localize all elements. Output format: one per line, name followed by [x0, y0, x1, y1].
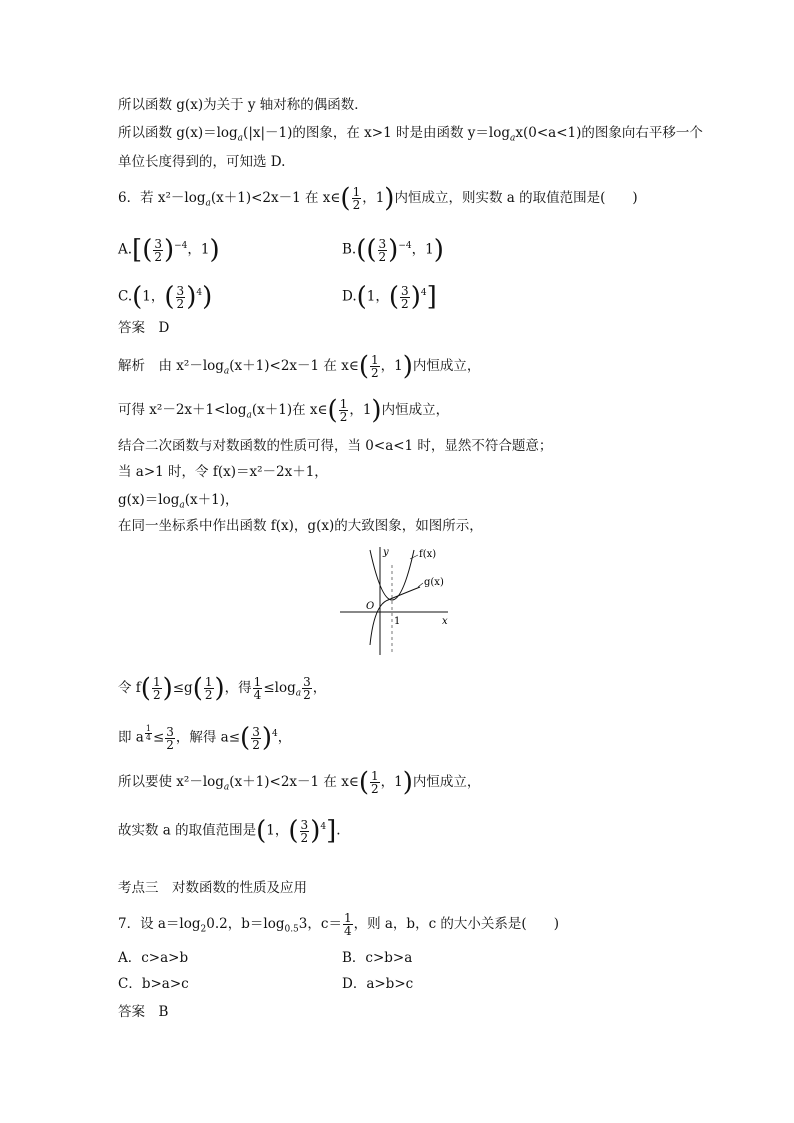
- solution-line: 即 a $^{\frac{1}{4}}$ ≤ $\frac{3}{2}$ ，解得 a≤( $\frac{3}{2}$ )$^4$，: [118, 723, 292, 753]
- fraction: [339, 398, 349, 423]
- den: 4: [253, 688, 262, 702]
- num: 3: [378, 236, 387, 251]
- f-label-leader: [410, 555, 418, 559]
- label: A.: [118, 241, 133, 258]
- fraction: [370, 354, 380, 379]
- label: D.: [342, 288, 357, 305]
- solution-line: 可得 $x^2-2x+1<\log_a(x+1)$在 x∈( $\frac{1}{2}$ ，1)内恒成立，: [118, 395, 450, 426]
- text: (x＋1)<2x－1 在 x∈: [229, 774, 359, 790]
- text: 7．设 a＝log: [118, 916, 201, 932]
- text: 3，c＝: [298, 916, 342, 932]
- fraction: [251, 726, 261, 751]
- option-b: B.(( $\frac{3}{2}$ )$^{-4}$，1): [342, 235, 444, 265]
- num: 3: [401, 283, 409, 298]
- sub: a: [295, 688, 302, 699]
- paren: ): [384, 183, 395, 214]
- question-7: [118, 912, 559, 940]
- paren: ): [261, 723, 272, 753]
- text: 6．若 x²－log: [118, 190, 206, 206]
- paren: ]: [426, 282, 437, 312]
- num: 1: [253, 675, 262, 689]
- fraction: [153, 238, 163, 263]
- text-line: 所以函数 g(x)为关于 y 轴对称的偶函数．: [118, 97, 368, 113]
- text: ≤g: [172, 680, 193, 696]
- paren: ): [202, 282, 213, 312]
- text: ≤log: [263, 680, 296, 696]
- text: 即 a: [118, 729, 144, 746]
- x-axis-label: x: [442, 616, 448, 627]
- text: 内恒成立，: [381, 402, 450, 418]
- text-line: [118, 123, 703, 149]
- option-c: C.(1，( $\frac{3}{2}$ )$^4$): [118, 282, 213, 312]
- num: 3: [176, 283, 185, 298]
- den: 4: [343, 924, 352, 938]
- den: 4: [145, 733, 151, 742]
- text: 1: [394, 358, 403, 374]
- text: 令 f: [118, 680, 141, 696]
- text: 可得 x²－2x＋1<log: [118, 402, 247, 418]
- den: 2: [152, 688, 161, 702]
- sub: a: [509, 133, 516, 144]
- sub: a: [205, 198, 211, 209]
- label: B.: [342, 241, 357, 258]
- text: (x＋1)<2x－1 在 x∈: [210, 190, 341, 206]
- option-b: B．c>b>a: [342, 950, 413, 966]
- num: 1: [343, 911, 352, 925]
- fraction: [378, 238, 388, 263]
- text: ，则 a，b，c 的大小关系是( ): [353, 916, 559, 932]
- exp: 4: [272, 729, 278, 739]
- text: x(0<a<1)的图象向右平移一个: [515, 125, 703, 141]
- sub: 0.5: [284, 924, 299, 935]
- den: 2: [166, 737, 174, 752]
- paren: ): [402, 767, 413, 798]
- answer-7: 答案 B: [118, 1004, 169, 1020]
- option-d: D.(1，( $\frac{3}{2}$ )$^4$]: [342, 282, 437, 312]
- paren: ]: [326, 816, 337, 846]
- y-axis-label: y: [383, 547, 389, 558]
- exp: −4: [398, 241, 412, 251]
- num: 3: [300, 817, 309, 832]
- option-a: A．c>a>b: [118, 950, 189, 966]
- paren: (: [132, 282, 143, 312]
- text: 故实数 a 的取值范围是: [118, 822, 257, 839]
- paren: ((: [356, 235, 377, 265]
- label: C.: [118, 288, 133, 305]
- sub: a: [179, 500, 185, 511]
- fraction: [352, 186, 362, 211]
- paren: (: [288, 816, 299, 846]
- fraction: [145, 725, 152, 742]
- num: 1: [152, 675, 161, 689]
- text: 1: [142, 288, 151, 305]
- paren: [(: [132, 235, 153, 265]
- paren: (: [192, 673, 203, 704]
- num: 1: [352, 185, 361, 199]
- text: (x＋1)<2x－1 在 x∈: [229, 358, 359, 374]
- exp: 4: [320, 822, 327, 832]
- den: 2: [352, 198, 361, 212]
- section-heading: 考点三 对数函数的性质及应用: [118, 880, 307, 896]
- text: 所以要使 x²－log: [118, 774, 224, 790]
- sub: a: [237, 133, 244, 144]
- text: ≤: [152, 729, 165, 746]
- fraction: [165, 726, 175, 751]
- den: 2: [370, 366, 379, 380]
- solution-line: 当 a>1 时，令 f(x)＝x²－2x＋1，: [118, 464, 328, 480]
- text-line: 单位长度得到的，可知选 D.: [118, 154, 286, 170]
- text: (x＋1)在 x∈: [251, 402, 328, 418]
- den: 2: [370, 782, 379, 796]
- paren: (: [140, 673, 151, 704]
- paren: (: [164, 282, 175, 312]
- sub: a: [223, 782, 230, 793]
- exp: 4: [420, 288, 427, 298]
- paren: ): [433, 235, 444, 265]
- exp: 4: [196, 288, 203, 298]
- text: ，解得 a≤: [175, 729, 241, 746]
- text: 内恒成立，则实数 a 的取值范围是( ): [394, 190, 638, 206]
- paren: (: [358, 351, 369, 382]
- text: 1: [200, 241, 210, 258]
- fraction: [370, 770, 380, 795]
- paren: ): [214, 673, 225, 704]
- solution-line: 故实数 a 的取值范围是(1，( $\frac{3}{2}$ )$^4$].: [118, 816, 341, 846]
- text: 内恒成立，: [412, 774, 481, 790]
- sub: 2: [200, 924, 207, 935]
- den: 2: [300, 830, 309, 845]
- paren: ): [310, 816, 321, 846]
- num: 1: [370, 353, 379, 367]
- text: 1: [425, 241, 434, 258]
- tick-label: 1: [394, 616, 401, 627]
- paren: ): [186, 282, 197, 312]
- paren: ): [410, 282, 421, 312]
- fraction: [204, 676, 214, 701]
- paren: (: [356, 282, 367, 312]
- fraction: [176, 285, 186, 310]
- question-6: 6．若 $x^2-\log_a(x+1)<2x-1$ 在 x∈( $\frac{1}{2}$ ，1)内恒成立，则实数 a 的取值范围是( ): [118, 183, 638, 214]
- text: 1: [366, 288, 376, 305]
- f-label: f(x): [419, 549, 437, 560]
- num: 3: [154, 236, 162, 251]
- text: ，得: [224, 680, 252, 696]
- text: (|x|－1)的图象，在 x>1 时是由函数 y＝log: [243, 125, 510, 141]
- paren: (: [388, 282, 400, 312]
- fraction: [253, 676, 263, 701]
- fraction: [343, 912, 353, 937]
- num: 1: [145, 724, 151, 733]
- text: 解析 由 x²－log: [118, 358, 224, 374]
- den: 2: [339, 410, 348, 424]
- paren: ): [163, 235, 175, 265]
- text: 1: [375, 190, 385, 206]
- g-label-leader: [418, 583, 423, 587]
- paren: (: [256, 816, 267, 846]
- text: 0.2，b＝log: [206, 916, 285, 932]
- solution-line: 解析 由 $x^2-\log_a(x+1)<2x-1$ 在 x∈( $\frac{1}{2}$ ，1)内恒成立，: [118, 351, 481, 382]
- paren: ): [209, 235, 220, 265]
- paren: ): [402, 351, 413, 382]
- paren: (: [358, 767, 369, 798]
- option-a: A.[( $\frac{3}{2}$ )$^{-4}$，1): [118, 235, 220, 265]
- option-c: C．b>a>c: [118, 976, 189, 992]
- option-d: D．a>b>c: [342, 976, 414, 992]
- exp: [144, 724, 153, 742]
- num: 1: [204, 675, 213, 689]
- den: 2: [176, 296, 185, 311]
- den: 2: [252, 737, 260, 752]
- num: 1: [370, 769, 379, 783]
- num: 3: [303, 675, 311, 689]
- answer-6: 答案 D: [118, 320, 170, 336]
- g-label: g(x): [424, 577, 444, 588]
- origin-label: O: [366, 601, 375, 612]
- solution-line: 在同一坐标系中作出函数 f(x)，g(x)的大致图象，如图所示，: [118, 518, 483, 534]
- text: 1: [394, 774, 403, 790]
- solution-line: 令 f( $\frac{1}{2}$ )≤g( $\frac{1}{2}$ )，得 $\frac{1}{4}$ $\le\log_a$ $\frac{3}{2}$ ，: [118, 673, 327, 704]
- paren: ): [371, 395, 382, 426]
- solution-line: 结合二次函数与对数函数的性质可得，当 0<a<1 时，显然不符合题意；: [118, 438, 553, 454]
- sub: a: [223, 366, 230, 377]
- den: 2: [401, 296, 409, 311]
- function-graph: [340, 545, 460, 657]
- paren: (: [327, 395, 338, 426]
- num: 1: [339, 397, 348, 411]
- paren: ): [162, 673, 173, 704]
- paren: (: [240, 723, 251, 753]
- fraction: [302, 676, 312, 701]
- den: 2: [204, 688, 213, 702]
- paren: (: [340, 183, 351, 214]
- text: (x＋1)，: [184, 492, 239, 508]
- num: 3: [252, 724, 260, 739]
- fraction: [300, 819, 310, 844]
- exp: −4: [174, 241, 188, 251]
- solution-line: 所以要使 $x^2-\log_a(x+1)<2x-1$ 在 x∈( $\frac{1}{2}$ ，1)内恒成立，: [118, 767, 481, 798]
- text: g(x)＝log: [118, 492, 180, 508]
- den: 2: [303, 688, 311, 702]
- den: 2: [378, 249, 387, 264]
- fraction: [400, 285, 410, 310]
- text: 所以函数 g(x)＝log: [118, 125, 238, 141]
- sub: a: [246, 410, 252, 421]
- num: 3: [166, 724, 174, 739]
- text: 内恒成立，: [412, 358, 481, 374]
- den: 2: [154, 249, 162, 264]
- fraction: [152, 676, 162, 701]
- paren: ): [388, 235, 399, 265]
- text: 1: [362, 402, 372, 418]
- solution-line: [118, 490, 239, 516]
- text: 1: [266, 822, 275, 839]
